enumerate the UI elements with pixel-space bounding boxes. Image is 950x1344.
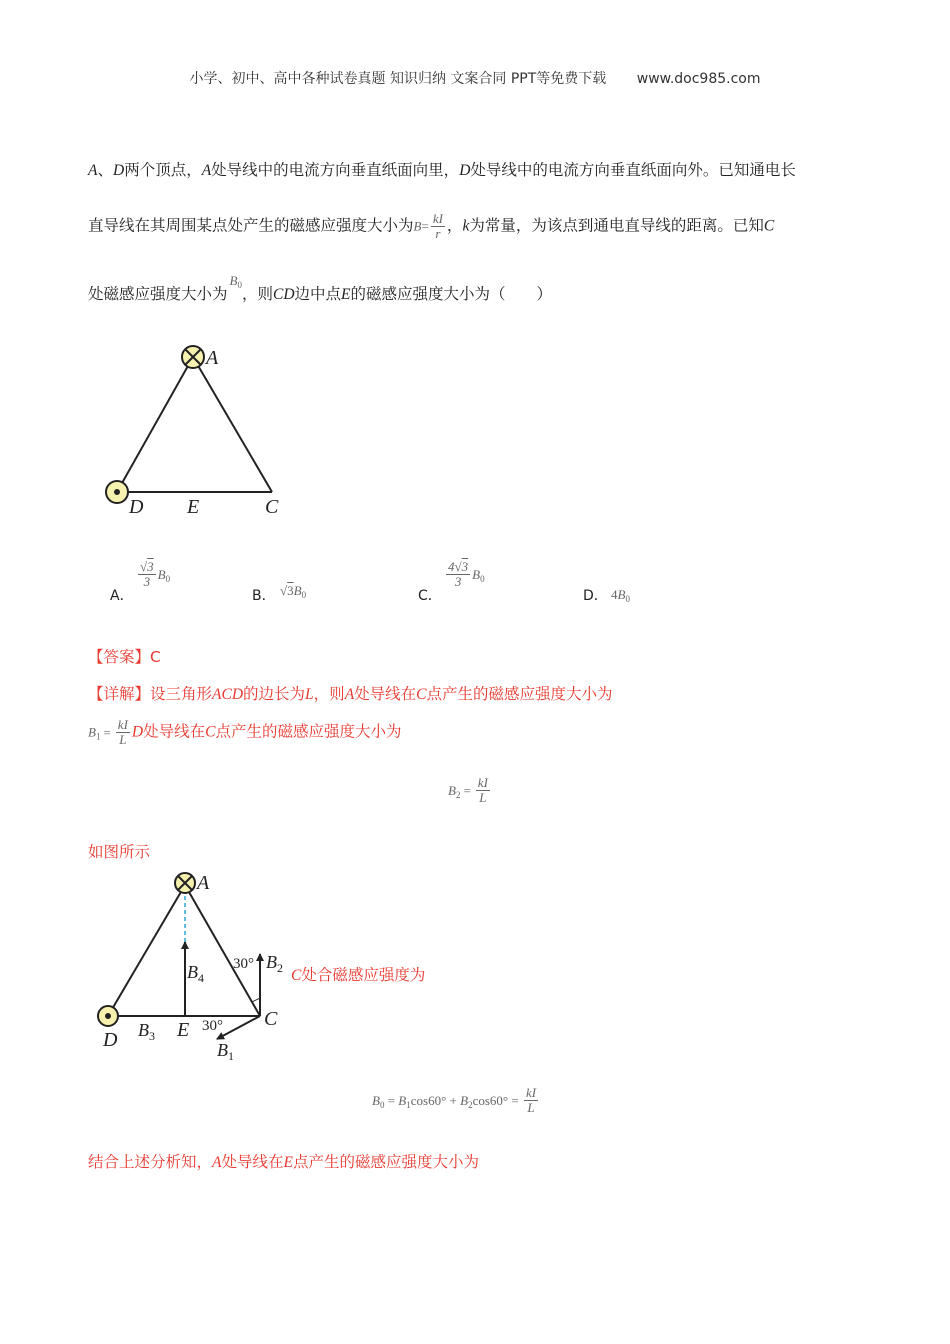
math-symbol: B xyxy=(88,724,96,740)
option-b-math: $√3B_0$ xyxy=(280,583,307,600)
label-d: D xyxy=(103,1029,118,1051)
header-site: www.doc985.com xyxy=(636,71,761,87)
math-symbol: B xyxy=(229,273,238,288)
point-label: A xyxy=(88,162,98,179)
numerator: √3 xyxy=(140,559,154,574)
detail-line-1 xyxy=(88,682,613,704)
math-symbol: B xyxy=(372,1093,380,1108)
subscript: 0 xyxy=(301,590,307,600)
option-c[interactable] xyxy=(418,585,442,605)
label-b2: $B_2$ xyxy=(266,952,283,975)
label-b4: $B_4$ xyxy=(187,962,204,985)
option-d[interactable] xyxy=(583,585,608,605)
text: 边中点 xyxy=(294,285,342,303)
math-symbol: B xyxy=(413,218,422,234)
vector-b1 xyxy=(217,1016,260,1039)
math-symbol: L xyxy=(305,686,314,703)
text: 处导线中的电流方向垂直纸面向外。已知通电长 xyxy=(470,161,796,179)
question-line-3 xyxy=(88,273,553,304)
text: 处导线在 xyxy=(143,722,206,741)
side-ad xyxy=(117,357,193,492)
plus-sign: + xyxy=(446,1093,461,1108)
text: ，则 xyxy=(241,285,273,303)
subscript: 0 xyxy=(379,1100,385,1110)
label-e: E xyxy=(177,1019,190,1041)
equals-sign: = xyxy=(384,1093,399,1108)
fraction xyxy=(476,776,490,805)
text: 处导线在 xyxy=(354,685,417,703)
math-symbol: k xyxy=(462,217,470,235)
text: ，则 xyxy=(313,685,345,703)
label-c: C xyxy=(264,1008,278,1030)
text: 处导线在 xyxy=(221,1153,284,1171)
point-label: A xyxy=(201,162,212,179)
math-symbol: B xyxy=(460,1093,469,1108)
label-b3: $B_3$ xyxy=(138,1020,155,1043)
point-label: D xyxy=(459,162,471,179)
fraction xyxy=(431,212,445,241)
detail-label: 【详解】 xyxy=(88,685,151,703)
answer-value: C xyxy=(150,648,161,666)
option-letter: C． xyxy=(418,588,442,604)
radicand: 3 xyxy=(287,583,294,598)
math-symbol: B xyxy=(472,567,481,582)
denominator: L xyxy=(119,732,127,747)
point-label: A xyxy=(212,1154,222,1171)
equals-sign: = xyxy=(103,724,111,740)
math-symbol: B xyxy=(448,783,456,798)
side-ac xyxy=(193,357,272,492)
text: 点产生的磁感应强度大小为 xyxy=(426,685,613,703)
point-label: D xyxy=(131,723,144,741)
option-letter: D． xyxy=(583,588,608,604)
subscript: 1 xyxy=(95,731,101,742)
conclusion-line xyxy=(88,1150,479,1172)
text: 处导线中的电流方向垂直纸面向里， xyxy=(211,161,460,179)
point-label: E xyxy=(341,286,351,303)
fraction xyxy=(138,560,156,589)
coefficient: 4 xyxy=(611,587,618,602)
point-label: C xyxy=(291,967,302,984)
detail-line-2 xyxy=(88,718,401,747)
current-out-of-page-icon xyxy=(98,1006,118,1026)
numerator: kI xyxy=(117,717,128,732)
point-label: E xyxy=(283,1154,293,1171)
question-line-1 xyxy=(88,158,796,180)
text: 结合上述分析知， xyxy=(88,1153,213,1171)
question-line-2 xyxy=(88,212,774,241)
point-label: A xyxy=(344,686,355,703)
segment-label: CD xyxy=(272,286,295,303)
equation-b2 xyxy=(448,776,492,805)
current-out-of-page-icon xyxy=(106,481,128,503)
math-symbol: B xyxy=(617,587,626,602)
point-label: C xyxy=(416,686,427,703)
subscript: 0 xyxy=(237,280,242,290)
cos-term: cos60° xyxy=(472,1093,509,1108)
option-letter: A． xyxy=(110,588,134,604)
subscript: 0 xyxy=(165,574,171,584)
subscript: 1 xyxy=(406,1100,411,1110)
cos-term: cos60° xyxy=(410,1093,447,1108)
denominator: 3 xyxy=(454,574,462,589)
c-combined-text xyxy=(291,963,425,985)
as-shown-text: 如图所示 xyxy=(88,843,151,861)
option-b[interactable] xyxy=(252,585,276,605)
option-a-math xyxy=(136,560,170,589)
option-d-math xyxy=(611,584,630,604)
math-symbol: B xyxy=(157,567,166,582)
math-symbol: B xyxy=(293,583,302,598)
point-label: C xyxy=(205,723,216,741)
text: 处磁感应强度大小为 xyxy=(88,285,228,303)
equals-sign: = xyxy=(463,783,471,798)
coefficient: 4 xyxy=(448,559,455,574)
numerator: kI xyxy=(477,775,488,790)
fraction xyxy=(524,1086,538,1115)
text: 、 xyxy=(97,161,113,179)
label-a: A xyxy=(197,872,210,894)
equals-sign: = xyxy=(421,218,429,234)
text: 点产生的磁感应强度大小为 xyxy=(292,1153,479,1171)
numerator: 4√3 xyxy=(448,559,469,574)
radicand: 3 xyxy=(461,559,469,574)
text: 直导线在其周围某点处产生的磁感应强度大小为 xyxy=(88,216,414,235)
answer-label: 【答案】 xyxy=(88,648,151,666)
fraction xyxy=(446,560,470,589)
denominator: r xyxy=(435,226,441,241)
side-ad xyxy=(108,885,185,1016)
text: 的磁感应强度大小为（ ） xyxy=(350,285,553,303)
angle-label-bottom: 30° xyxy=(202,1018,223,1034)
triangle-figure xyxy=(100,340,300,520)
option-a[interactable] xyxy=(110,585,134,605)
denominator: L xyxy=(479,790,487,805)
math-symbol: B xyxy=(398,1093,407,1108)
page-header xyxy=(0,68,950,88)
header-text: 小学、初中、高中各种试卷真题 知识归纳 文案合同 PPT等免费下载 xyxy=(189,71,607,87)
subscript: 0 xyxy=(625,594,630,604)
side-ac xyxy=(185,885,260,1016)
label-c: C xyxy=(265,496,279,518)
equals-sign: = xyxy=(508,1093,522,1108)
label-e: E xyxy=(187,496,200,518)
triangle-label: ACD xyxy=(212,686,244,703)
b0-symbol xyxy=(230,273,242,288)
text: 点产生的磁感应强度大小为 xyxy=(215,722,402,741)
equation-b0 xyxy=(372,1086,540,1115)
point-label: D xyxy=(112,162,125,179)
text: 为常量，为该点到通电直导线的距离。已知 xyxy=(469,216,764,235)
option-letter: B． xyxy=(252,588,276,604)
current-into-page-icon xyxy=(182,346,204,368)
text: 处合磁感应强度为 xyxy=(301,966,426,984)
text: 的边长为 xyxy=(243,685,306,703)
angle-label-top: 30° xyxy=(233,956,254,972)
text: 设三角形 xyxy=(150,685,213,703)
numerator: kI xyxy=(525,1085,537,1100)
denominator: L xyxy=(527,1100,535,1115)
subscript: 2 xyxy=(468,1100,473,1110)
label-a: A xyxy=(206,347,219,369)
text: 两个顶点， xyxy=(124,161,202,179)
label-d: D xyxy=(129,496,144,518)
point-label: C xyxy=(763,217,775,235)
radicand: 3 xyxy=(147,559,154,574)
option-c-math xyxy=(444,560,485,589)
text: ， xyxy=(446,216,463,235)
answer-line xyxy=(88,645,161,667)
numerator: kI xyxy=(432,211,443,226)
subscript: 0 xyxy=(480,574,485,584)
fraction xyxy=(116,718,130,747)
subscript: 2 xyxy=(455,790,461,800)
label-b1: $B_1$ xyxy=(217,1040,234,1063)
current-into-page-icon xyxy=(175,873,195,893)
denominator: 3 xyxy=(143,574,151,589)
